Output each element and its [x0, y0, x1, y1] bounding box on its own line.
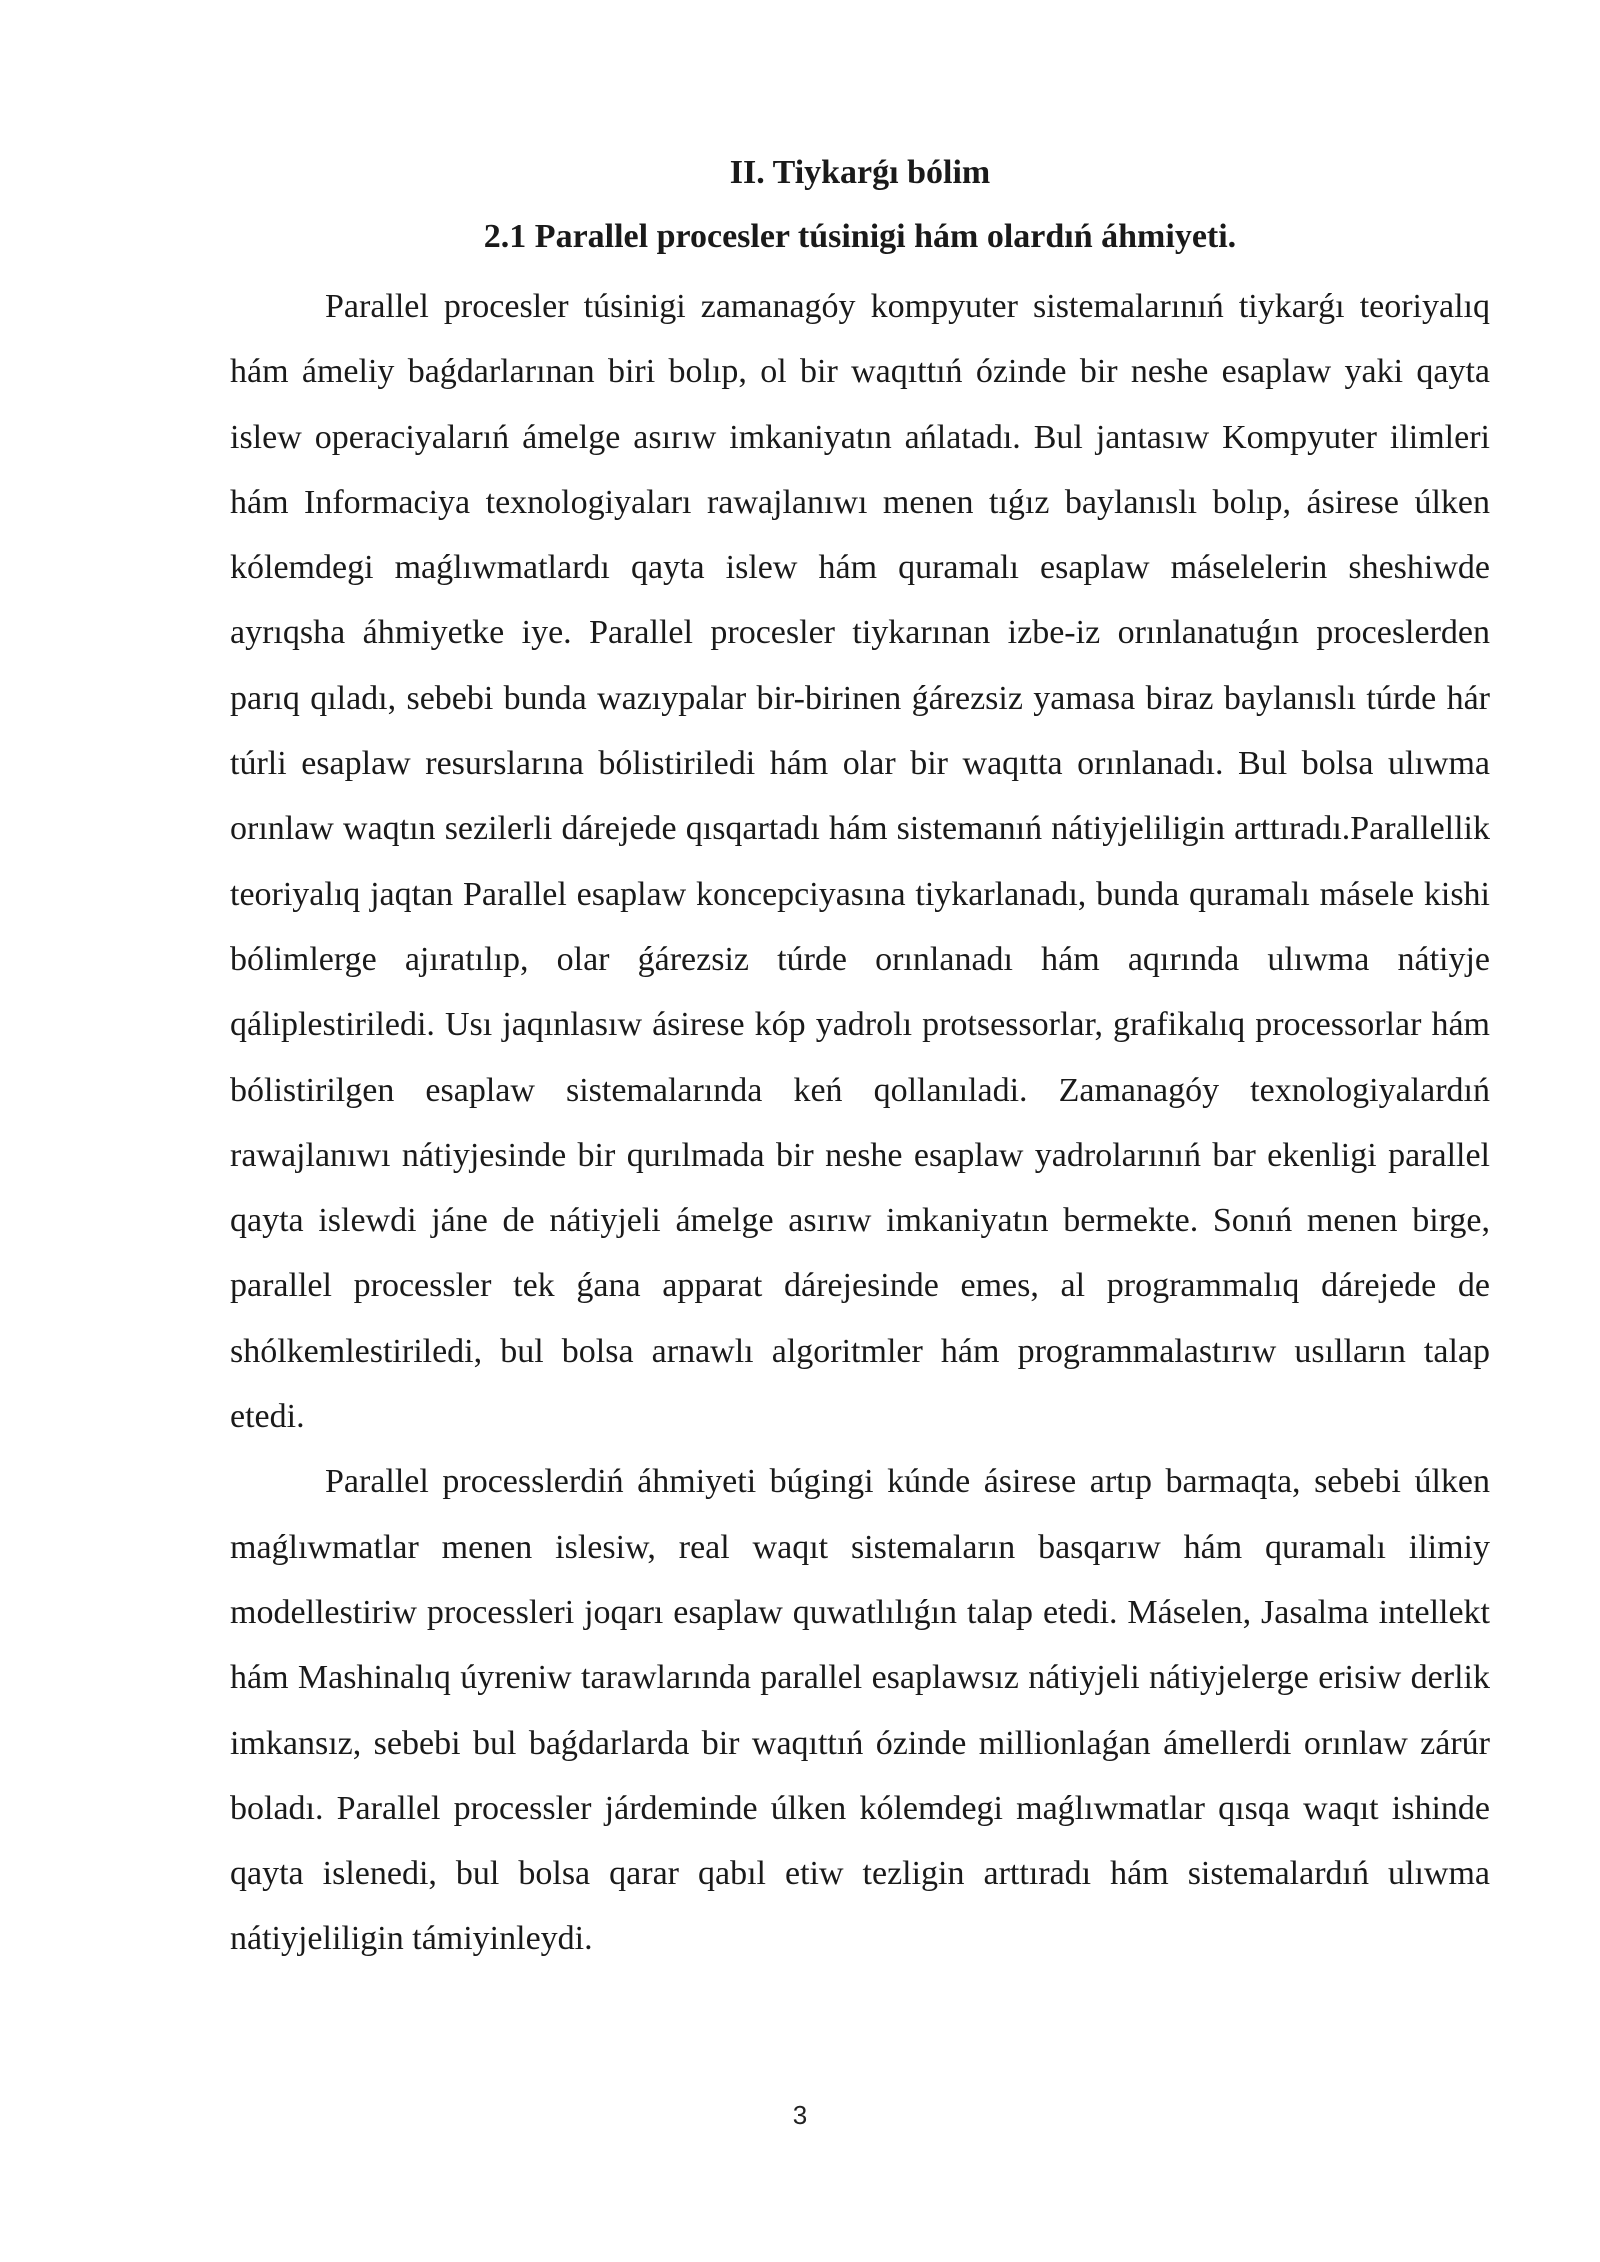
section-title: 2.1 Parallel procesler túsinigi hám olardıń áhmiyeti.: [483, 218, 1237, 255]
body-paragraph: Parallel processlerdiń áhmiyeti búgingi kúnde ásirese artıp barmaqta, sebebi úlken maǵlıwmatlar menen islesiw, real waqıt sistemaların basqarıw hám quramalı ilimiy modellestiriw processleri joqarı esaplaw quwatlılıǵın talap etedi. Máselen, Jasalma intellekt hám Mashinalıq úyreniw tarawlarında parallel esaplawsız nátiyjeli nátiyjelerge erisiw derlik imkansız, sebebi bul baǵdarlarda bir waqıttıń ózinde millionlaǵan ámellerdi orınlaw zárúr boladı. Parallel processler járdeminde úlken kólemdegi maǵlıwmatlar qısqa waqıt ishinde qayta islenedi, bul bolsa qarar qabıl etiw tezligin arttıradı hám sistemalardıń ulıwma nátiyjeliligin támiyinleydi.: [230, 1463, 1490, 1958]
page-number: 3: [792, 2100, 808, 2130]
page-content: [230, 150, 1490, 1972]
chapter-title: II. Tiykarǵı bólim: [729, 154, 991, 191]
body-paragraph: Parallel procesler túsinigi zamanagóy kompyuter sistemalarınıń tiykarǵı teoriyalıq hám ámeliy baǵdarlarınan biri bolıp, ol bir waqıttıń ózinde bir neshe esaplaw yaki qayta islew operaciyalarıń ámelge asırıw imkaniyatın ańlatadı. Bul jantasıw Kompyuter ilimleri hám Informaciya texnologiyaları rawajlanıwı menen tıǵız baylanıslı bolıp, ásirese úlken kólemdegi maǵlıwmatlardı qayta islew hám quramalı esaplaw máselelerin sheshiwde ayrıqsha áhmiyetke iye. Parallel procesler tiykarınan izbe-iz orınlanatuǵın proceslerden parıq qıladı, sebebi bunda wazıypalar bir-birinen ǵárezsiz yamasa biraz baylanıslı túrde hár túrli esaplaw resurslarına bólistiriledi hám olar bir waqıtta orınlanadı. Bul bolsa ulıwma orınlaw waqtın sezilerli dárejede qısqartadı hám sistemanıń nátiyjeliligin arttıradı.Parallellik teoriyalıq jaqtan Parallel esaplaw koncepciyasına tiykarlanadı, bunda quramalı másele kishi bólimlerge ajıratılıp, olar ǵárezsiz túrde orınlanadı hám aqırında ulıwma nátiyje qáliplestiriledi. Usı jaqınlasıw ásirese kóp yadrolı protsessorlar, grafikalıq processorlar hám bólistirilgen esaplaw sistemalarında keń qollanıladi. Zamanagóy texnologiyalardıń rawajlanıwı nátiyjesinde bir qurılmada bir neshe esaplaw yadrolarınıń bar ekenligi parallel qayta islewdi jáne de nátiyjeli ámelge asırıw imkaniyatın bermekte. Sonıń menen birge, parallel processler tek ǵana apparat dárejesinde emes, al programmalıq dárejede de shólkemlestiriledi, bul bolsa arnawlı algoritmler hám programmalastırıw usılların talap etedi.: [230, 288, 1490, 1436]
